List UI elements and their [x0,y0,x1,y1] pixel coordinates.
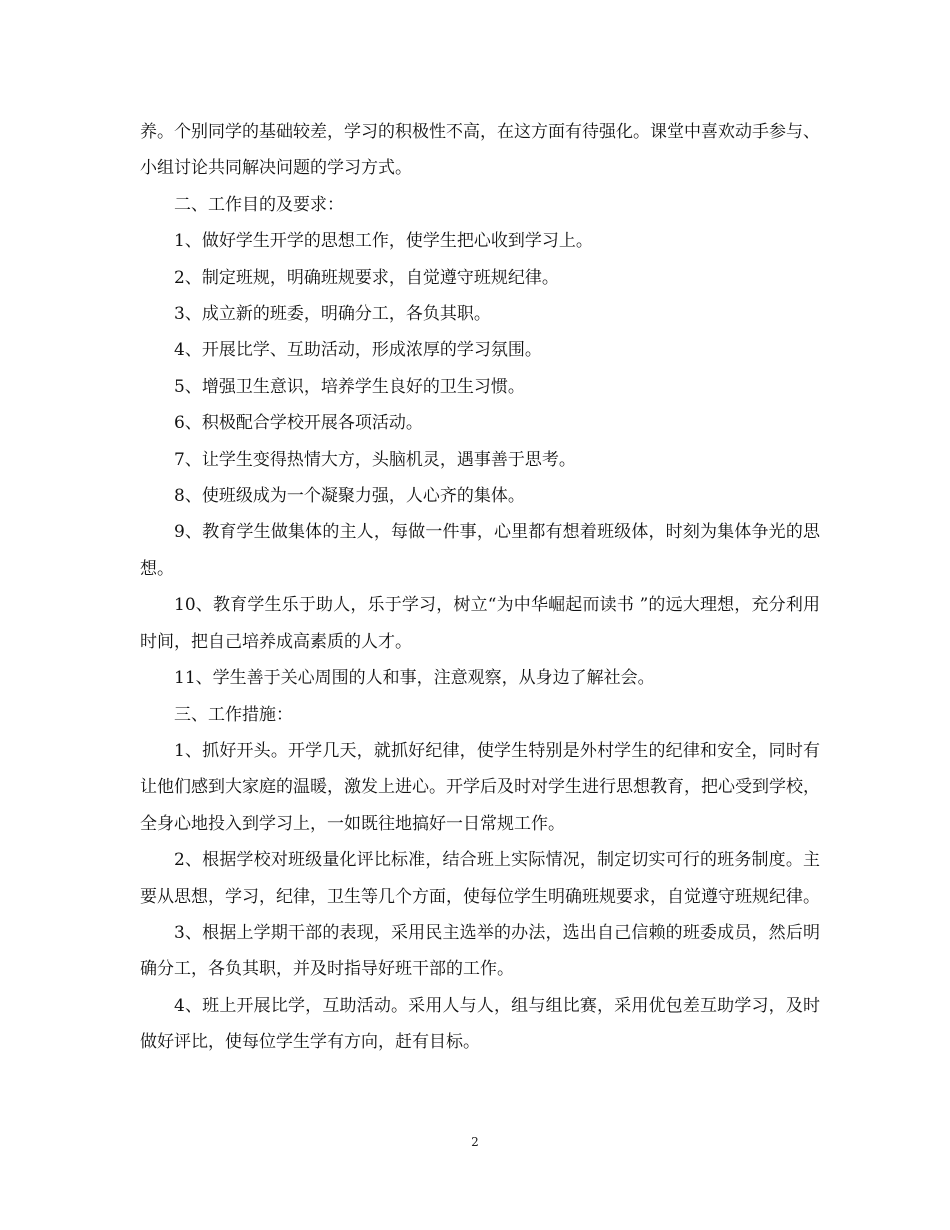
document-body [140,114,820,1061]
requirement-item-4: 4、开展比学、互助活动，形成浓厚的学习氛围。 [174,340,542,361]
page-number: 2 [471,1135,479,1149]
requirement-item-1: 1、做好学生开学的思想工作，使学生把心收到学习上。 [174,231,593,252]
measure-item-1: 1、抓好开头。开学几天，就抓好纪律，使学生特别是外村学生的纪律和安全，同时有让他们感到大家庭的温暖，激发上进心。开学后及时对学生进行思想教育，把心受到学校，全身心地投入到学习上，一如既往地搞好一日常规工作。 [140,740,820,834]
requirement-item-8: 8、使班级成为一个凝聚力强，人心齐的集体。 [174,486,525,507]
section-heading-measures: 三、工作措施： [174,704,293,725]
measure-item-2: 2、根据学校对班级量化评比标准，结合班上实际情况，制定切实可行的班务制度。主要从思想，学习，纪律，卫生等几个方面，使每位学生明确班规要求，自觉遵守班规纪律。 [140,850,820,907]
requirement-item-9: 9、教育学生做集体的主人，每做一件事，心里都有想着班级体，时刻为集体争光的思想。 [140,522,820,579]
requirement-item-3: 3、成立新的班委，明确分工，各负其职。 [174,304,491,325]
requirement-item-5: 5、增强卫生意识，培养学生良好的卫生习惯。 [174,376,525,397]
requirement-item-2: 2、制定班规，明确班规要求，自觉遵守班规纪律。 [174,267,559,288]
paragraph-continuation: 养。个别同学的基础较差，学习的积极性不高，在这方面有待强化。课堂中喜欢动手参与、小组讨论共同解决问题的学习方式。 [140,122,820,179]
measure-item-4: 4、班上开展比学，互助活动。采用人与人，组与组比赛，采用优包差互助学习，及时做好评比，使每位学生学有方向，赶有目标。 [140,995,820,1053]
requirement-item-6: 6、积极配合学校开展各项活动。 [174,413,423,434]
measure-item-3: 3、根据上学期干部的表现，采用民主选举的办法，选出自己信赖的班委成员，然后明确分工，各负其职，并及时指导好班干部的工作。 [140,922,820,980]
requirement-item-10: 10、教育学生乐于助人，乐于学习，树立“为中华崛起而读书 ”的远大理想，充分利用时间，把自己培养成高素质的人才。 [140,595,820,652]
section-heading-requirements: 二、工作目的及要求： [174,194,344,215]
requirement-item-11: 11、学生善于关心周围的人和事，注意观察，从身边了解社会。 [174,668,655,689]
requirement-item-7: 7、让学生变得热情大方，头脑机灵，遇事善于思考。 [174,449,576,470]
